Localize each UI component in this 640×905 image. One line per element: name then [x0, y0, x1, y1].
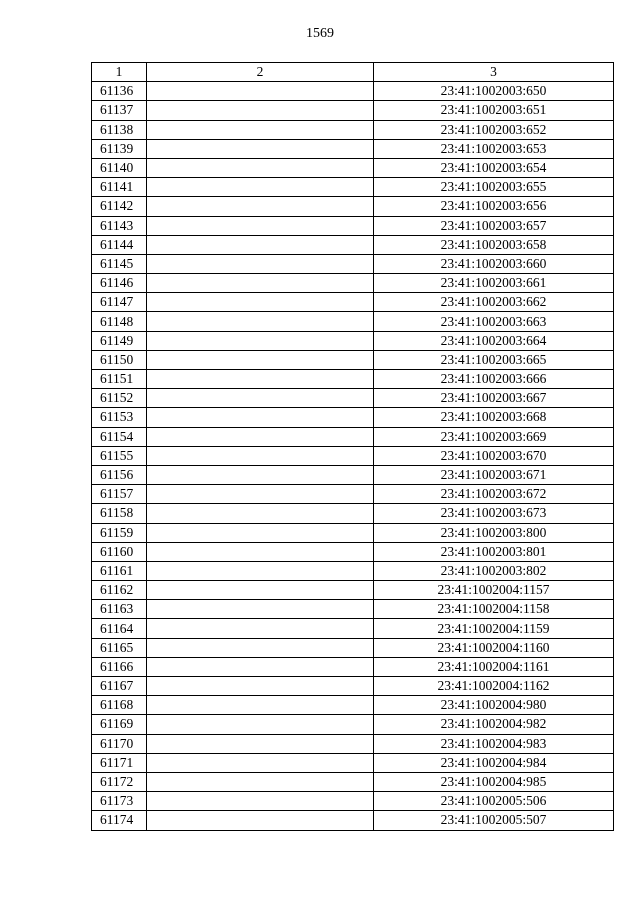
cadastral-number-cell: 23:41:1002003:672	[374, 485, 614, 504]
row-number-cell: 61174	[92, 811, 147, 830]
table-row	[92, 235, 614, 254]
row-number-cell: 61170	[92, 734, 147, 753]
table-row	[92, 485, 614, 504]
row-number-cell: 61172	[92, 772, 147, 791]
table-row	[92, 389, 614, 408]
table-row	[92, 561, 614, 580]
registry-table	[91, 62, 614, 831]
cadastral-number-cell: 23:41:1002004:1158	[374, 600, 614, 619]
cadastral-number-cell: 23:41:1002003:670	[374, 446, 614, 465]
cadastral-number-cell: 23:41:1002003:657	[374, 216, 614, 235]
row-number-cell: 61171	[92, 753, 147, 772]
row-blank-cell	[147, 389, 374, 408]
row-blank-cell	[147, 600, 374, 619]
table-row	[92, 82, 614, 101]
table-row	[92, 370, 614, 389]
table-row	[92, 197, 614, 216]
row-blank-cell	[147, 619, 374, 638]
cadastral-number-cell: 23:41:1002003:662	[374, 293, 614, 312]
row-blank-cell	[147, 293, 374, 312]
cadastral-number-cell: 23:41:1002003:673	[374, 504, 614, 523]
cadastral-number-cell: 23:41:1002005:506	[374, 792, 614, 811]
row-number-cell: 61144	[92, 235, 147, 254]
column-header-2: 2	[147, 63, 374, 82]
row-number-cell: 61166	[92, 657, 147, 676]
cadastral-number-cell: 23:41:1002004:1162	[374, 677, 614, 696]
table-row	[92, 772, 614, 791]
cadastral-number-cell: 23:41:1002004:1159	[374, 619, 614, 638]
cadastral-number-cell: 23:41:1002004:1161	[374, 657, 614, 676]
table-row	[92, 715, 614, 734]
row-number-cell: 61155	[92, 446, 147, 465]
row-number-cell: 61145	[92, 254, 147, 273]
row-blank-cell	[147, 216, 374, 235]
table-row	[92, 274, 614, 293]
table-row	[92, 523, 614, 542]
row-number-cell: 61160	[92, 542, 147, 561]
cadastral-number-cell: 23:41:1002003:654	[374, 158, 614, 177]
cadastral-number-cell: 23:41:1002003:664	[374, 331, 614, 350]
row-blank-cell	[147, 811, 374, 830]
row-blank-cell	[147, 120, 374, 139]
table-body	[92, 82, 614, 830]
row-number-cell: 61165	[92, 638, 147, 657]
row-number-cell: 61141	[92, 178, 147, 197]
row-blank-cell	[147, 715, 374, 734]
row-blank-cell	[147, 235, 374, 254]
column-header-3: 3	[374, 63, 614, 82]
row-number-cell: 61137	[92, 101, 147, 120]
cadastral-number-cell: 23:41:1002004:984	[374, 753, 614, 772]
table-row	[92, 158, 614, 177]
row-number-cell: 61158	[92, 504, 147, 523]
table-row	[92, 657, 614, 676]
row-number-cell: 61148	[92, 312, 147, 331]
row-blank-cell	[147, 446, 374, 465]
row-blank-cell	[147, 542, 374, 561]
row-blank-cell	[147, 408, 374, 427]
cadastral-number-cell: 23:41:1002003:669	[374, 427, 614, 446]
table-row	[92, 178, 614, 197]
table-row	[92, 446, 614, 465]
row-number-cell: 61142	[92, 197, 147, 216]
row-number-cell: 61167	[92, 677, 147, 696]
table-row	[92, 293, 614, 312]
row-blank-cell	[147, 465, 374, 484]
cadastral-number-cell: 23:41:1002004:982	[374, 715, 614, 734]
row-number-cell: 61161	[92, 561, 147, 580]
table-row	[92, 504, 614, 523]
row-blank-cell	[147, 370, 374, 389]
cadastral-number-cell: 23:41:1002003:801	[374, 542, 614, 561]
row-blank-cell	[147, 139, 374, 158]
cadastral-number-cell: 23:41:1002003:653	[374, 139, 614, 158]
row-number-cell: 61143	[92, 216, 147, 235]
table-row	[92, 677, 614, 696]
row-blank-cell	[147, 734, 374, 753]
table-row	[92, 350, 614, 369]
row-blank-cell	[147, 254, 374, 273]
row-blank-cell	[147, 350, 374, 369]
row-blank-cell	[147, 561, 374, 580]
cadastral-number-cell: 23:41:1002004:1160	[374, 638, 614, 657]
cadastral-number-cell: 23:41:1002003:660	[374, 254, 614, 273]
row-blank-cell	[147, 274, 374, 293]
row-number-cell: 61169	[92, 715, 147, 734]
row-number-cell: 61138	[92, 120, 147, 139]
row-blank-cell	[147, 523, 374, 542]
row-number-cell: 61163	[92, 600, 147, 619]
row-number-cell: 61146	[92, 274, 147, 293]
row-number-cell: 61154	[92, 427, 147, 446]
table-row	[92, 792, 614, 811]
table-row	[92, 408, 614, 427]
row-number-cell: 61152	[92, 389, 147, 408]
cadastral-number-cell: 23:41:1002003:650	[374, 82, 614, 101]
cadastral-number-cell: 23:41:1002003:655	[374, 178, 614, 197]
table-row	[92, 696, 614, 715]
table-row	[92, 581, 614, 600]
row-number-cell: 61149	[92, 331, 147, 350]
row-number-cell: 61168	[92, 696, 147, 715]
cadastral-number-cell: 23:41:1002003:651	[374, 101, 614, 120]
table-row	[92, 254, 614, 273]
row-number-cell: 61140	[92, 158, 147, 177]
row-blank-cell	[147, 753, 374, 772]
row-number-cell: 61151	[92, 370, 147, 389]
row-number-cell: 61164	[92, 619, 147, 638]
row-blank-cell	[147, 178, 374, 197]
row-number-cell: 61136	[92, 82, 147, 101]
row-blank-cell	[147, 504, 374, 523]
cadastral-number-cell: 23:41:1002003:666	[374, 370, 614, 389]
row-number-cell: 61162	[92, 581, 147, 600]
table-row	[92, 101, 614, 120]
row-blank-cell	[147, 581, 374, 600]
cadastral-number-cell: 23:41:1002003:800	[374, 523, 614, 542]
cadastral-number-cell: 23:41:1002003:658	[374, 235, 614, 254]
row-blank-cell	[147, 331, 374, 350]
row-number-cell: 61159	[92, 523, 147, 542]
table-row	[92, 465, 614, 484]
table-row	[92, 600, 614, 619]
cadastral-number-cell: 23:41:1002003:802	[374, 561, 614, 580]
table-row	[92, 427, 614, 446]
row-blank-cell	[147, 696, 374, 715]
row-blank-cell	[147, 638, 374, 657]
cadastral-number-cell: 23:41:1002003:661	[374, 274, 614, 293]
row-number-cell: 61139	[92, 139, 147, 158]
cadastral-number-cell: 23:41:1002003:665	[374, 350, 614, 369]
row-blank-cell	[147, 158, 374, 177]
cadastral-number-cell: 23:41:1002004:985	[374, 772, 614, 791]
row-blank-cell	[147, 82, 374, 101]
cadastral-number-cell: 23:41:1002003:671	[374, 465, 614, 484]
cadastral-number-cell: 23:41:1002003:667	[374, 389, 614, 408]
row-blank-cell	[147, 792, 374, 811]
table-row	[92, 753, 614, 772]
table-row	[92, 734, 614, 753]
row-number-cell: 61150	[92, 350, 147, 369]
row-blank-cell	[147, 101, 374, 120]
cadastral-number-cell: 23:41:1002003:652	[374, 120, 614, 139]
row-blank-cell	[147, 312, 374, 331]
table-row	[92, 120, 614, 139]
column-header-1: 1	[92, 63, 147, 82]
table-row	[92, 619, 614, 638]
cadastral-number-cell: 23:41:1002004:980	[374, 696, 614, 715]
row-number-cell: 61157	[92, 485, 147, 504]
row-number-cell: 61173	[92, 792, 147, 811]
header-row	[92, 63, 614, 82]
row-number-cell: 61153	[92, 408, 147, 427]
table-row	[92, 638, 614, 657]
row-blank-cell	[147, 657, 374, 676]
row-number-cell: 61156	[92, 465, 147, 484]
table-row	[92, 312, 614, 331]
cadastral-number-cell: 23:41:1002005:507	[374, 811, 614, 830]
page-number: 1569	[306, 26, 334, 41]
row-blank-cell	[147, 485, 374, 504]
cadastral-number-cell: 23:41:1002004:983	[374, 734, 614, 753]
table-row	[92, 216, 614, 235]
row-number-cell: 61147	[92, 293, 147, 312]
row-blank-cell	[147, 677, 374, 696]
row-blank-cell	[147, 427, 374, 446]
table-row	[92, 542, 614, 561]
table-row	[92, 139, 614, 158]
table-row	[92, 331, 614, 350]
row-blank-cell	[147, 772, 374, 791]
cadastral-number-cell: 23:41:1002003:663	[374, 312, 614, 331]
cadastral-number-cell: 23:41:1002004:1157	[374, 581, 614, 600]
table-header	[92, 63, 614, 82]
cadastral-number-cell: 23:41:1002003:656	[374, 197, 614, 216]
row-blank-cell	[147, 197, 374, 216]
cadastral-number-cell: 23:41:1002003:668	[374, 408, 614, 427]
table-row	[92, 811, 614, 830]
